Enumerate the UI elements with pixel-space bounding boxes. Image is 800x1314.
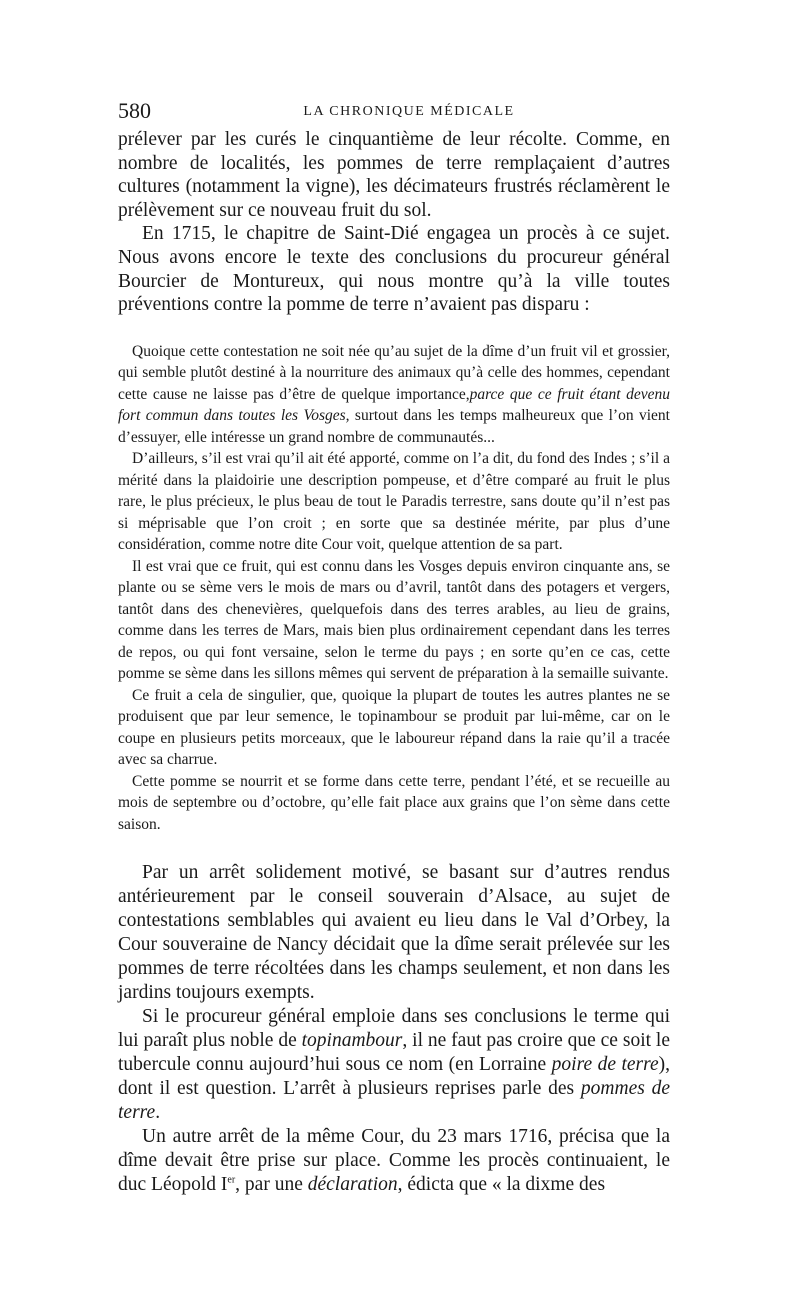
quote-paragraph: D’ailleurs, s’il est vrai qu’il ait été apporté, comme on l’a dit, du fond des Indes ; s’il a mérité dans la plaidoirie une description pompeuse, et d’être comparé au fruit le plus rare, le plus précieux, le plus beau de tout le Paradis terrestre, sans doute qu’il n’est pas si méprisable que l’on croit ; en sorte que sa destinée mérite, par plus d’une considération, comme notre dite Cour voit, quelque attention de sa part. bbox=[118, 450, 670, 554]
paragraph-proces-1715: En 1715, le chapitre de Saint-Dié engagea un procès à ce sujet. Nous avons encore le texte des conclusions du procureur général Bourcier de Montureux, qui nous montre qu’à la ville toutes préventions contre la pomme de terre n’avaient pas disparu : bbox=[118, 223, 670, 316]
body-text-bottom bbox=[118, 861, 670, 1197]
page-body bbox=[118, 128, 670, 1197]
quote-text: Quoique cette contestation ne soit née qu’au sujet de la dîme d’un fruit vil et grossier, qui semble plutôt destiné à la nourriture des animaux qu’à celle des hommes, cependant cette cause ne laisse pas d’être de quelque importance, bbox=[118, 342, 670, 403]
quote-italic-text: parce que ce fruit étant devenu fort commun dans toutes les Vosges, bbox=[118, 385, 670, 425]
block-quote-conclusions bbox=[118, 341, 670, 836]
quote-text: surtout dans les temps malheureux que l’on vient d’essuyer, elle intéresse un grand nombre de communautés... bbox=[118, 407, 670, 446]
superscript: er bbox=[227, 1174, 236, 1186]
text-run: Un autre arrêt de la même Cour, du 23 mars 1716, précisa que la dîme devait être prise sur place. Comme les procès continuaient, le duc Léopold I bbox=[118, 1126, 670, 1196]
text-run: , il ne faut pas croire que ce soit le tubercule connu aujourd’hui sous ce nom (en Lorraine bbox=[118, 1030, 670, 1076]
quote-paragraph: Cette pomme se nourrit et se forme dans cette terre, pendant l’été, et se recueille au mois de septembre ou d’octobre, qu’elle fait place aux grains que l’on sème dans cette saison. bbox=[118, 772, 670, 833]
paragraph-topinambour bbox=[118, 1005, 670, 1125]
page-header bbox=[118, 98, 670, 128]
running-title: LA CHRONIQUE MÉDICALE bbox=[303, 104, 515, 119]
quote-paragraph: Ce fruit a cela de singulier, que, quoique la plupart de toutes les autres plantes ne se produisent que par leur semence, le topinambour se produit par lui-même, car on le coupe en plusieurs petits morceaux, que le laboureur répand dans la raie qu’il a tracée avec sa charrue. bbox=[118, 686, 670, 769]
italic-run: topinambour bbox=[301, 1030, 403, 1052]
page-number: 580 bbox=[118, 98, 151, 123]
italic-run: pommes de terre bbox=[118, 1078, 670, 1124]
paragraph-arret-1716 bbox=[118, 1125, 670, 1197]
quote-paragraph: Il est vrai que ce fruit, qui est connu dans les Vosges depuis environ cinquante ans, se plante ou se sème vers le mois de mars ou d’avril, tantôt dans des potagers et vergers, tantôt dans des chenevières, quelquefois dans des terres arables, au lieu de grains, comme dans les terres de Mars, mais bien plus ordinairement cependant dans les terres de repos, ou qui font versaine, selon le terme du pays ; en sorte qu’en ce cas, cette pomme se sème dans les sillons mêmes qui servent de préparation à la semaille suivante. bbox=[118, 557, 670, 683]
text-run: ), dont il est question. L’arrêt à plusieurs reprises parle des bbox=[118, 1054, 671, 1100]
text-run: , édicta que « la dixme des bbox=[397, 1174, 606, 1196]
text-run: , par une bbox=[235, 1174, 308, 1196]
paragraph-arret: Par un arrêt solidement motivé, se basant sur d’autres rendus antérieurement par le conseil souverain d’Alsace, au sujet de contestations semblables qui avaient eu lieu dans le Val d’Orbey, la Cour souveraine de Nancy décidait que la dîme serait prélevée sur les pommes de terre récoltées dans les champs seulement, et non dans les jardins toujours exempts. bbox=[118, 862, 670, 1004]
italic-run: poire de terre bbox=[551, 1054, 659, 1076]
text-run: Si le procureur général emploie dans ses conclusions le terme qui lui paraît plus noble de bbox=[118, 1006, 670, 1052]
text-run: . bbox=[155, 1102, 161, 1124]
body-text-top bbox=[118, 128, 670, 317]
italic-run: déclaration bbox=[307, 1174, 398, 1196]
paragraph-continued: prélever par les curés le cinquantième de leur récolte. Comme, en nombre de localités, les pommes de terre remplaçaient d’autres cultures (notamment la vigne), les décimateurs frustrés réclamèrent le prélèvement sur ce nouveau fruit du sol. bbox=[118, 129, 670, 221]
quote-paragraph bbox=[118, 341, 670, 449]
